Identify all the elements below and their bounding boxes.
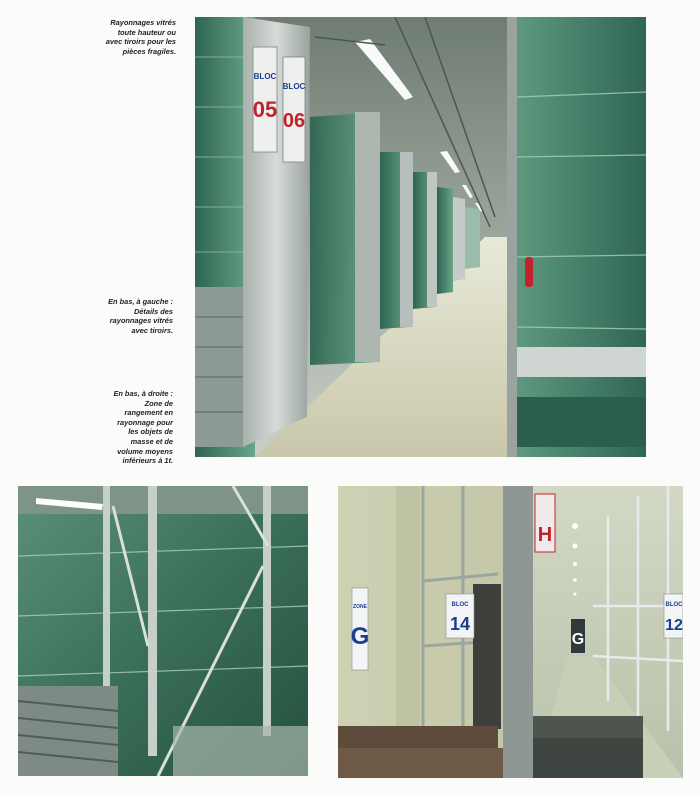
bloc-label: BLOC bbox=[282, 82, 306, 91]
caption-middle bbox=[108, 297, 173, 335]
caption-line: Détails des bbox=[133, 306, 173, 316]
photo-storage-zone bbox=[338, 486, 683, 778]
bloc-number: 12 bbox=[665, 617, 683, 634]
bloc-number: 05 bbox=[252, 97, 278, 122]
caption-line: avec tiroirs. bbox=[131, 325, 173, 335]
caption-line: toute hauteur ou bbox=[117, 27, 176, 37]
caption-line: En bas, à droite : bbox=[113, 389, 173, 398]
photo-glass-shelving-detail bbox=[18, 486, 308, 776]
caption-line: rayonnages vitrés bbox=[109, 316, 173, 326]
zone-label: ZONE bbox=[353, 604, 367, 610]
caption-line: les objets de bbox=[128, 427, 173, 437]
caption-line: En bas, à gauche : bbox=[108, 297, 173, 306]
zone-letter-center: G bbox=[571, 631, 585, 648]
caption-line: masse et de bbox=[130, 436, 173, 446]
caption-line: Zone de bbox=[144, 398, 173, 408]
bloc-label: BLOC bbox=[665, 602, 683, 608]
caption-line: pièces fragiles. bbox=[122, 46, 176, 56]
caption-line: avec tiroirs pour les bbox=[105, 37, 176, 47]
bloc-label: BLOC bbox=[253, 72, 277, 81]
bloc-number: 06 bbox=[282, 110, 306, 132]
caption-top bbox=[106, 18, 176, 56]
bloc-label: BLOC bbox=[451, 602, 469, 608]
bloc-number: 14 bbox=[449, 614, 471, 634]
caption-line: volume moyens bbox=[117, 446, 173, 456]
caption-bottom bbox=[113, 389, 173, 466]
caption-line: rangement en bbox=[124, 408, 173, 418]
photo-storage-corridor bbox=[195, 17, 646, 457]
caption-line: inférieurs à 1t. bbox=[122, 456, 173, 466]
zone-letter: G bbox=[350, 623, 370, 650]
caption-line: Rayonnages vitrés bbox=[110, 18, 176, 27]
caption-line: rayonnage pour bbox=[117, 417, 173, 427]
hanging-sign-letter: H bbox=[537, 524, 553, 546]
